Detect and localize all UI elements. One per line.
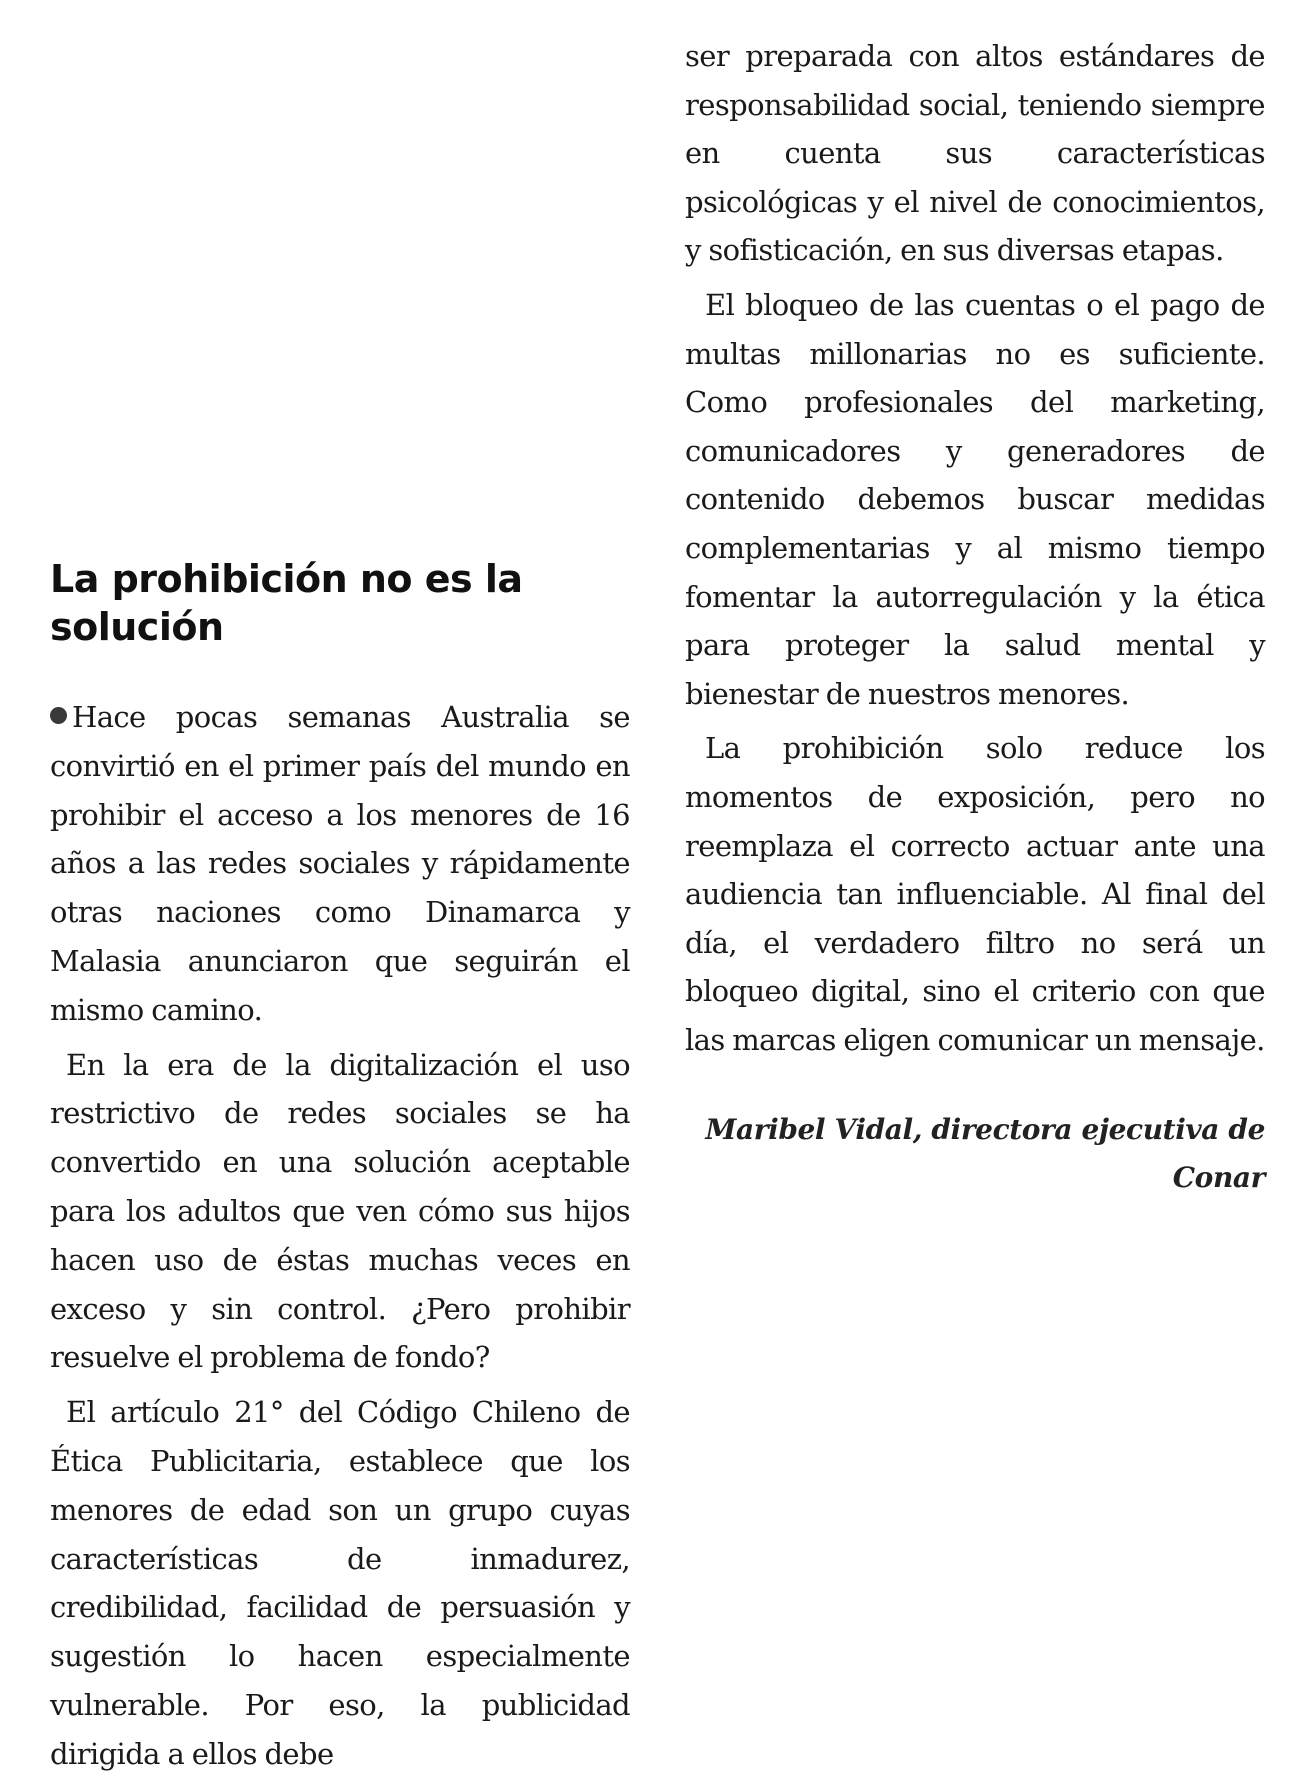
- paragraph-1-text: Hace pocas semanas Australia se convirtió en el primer país del mundo en prohibir el acceso a los menores de 16 años a las redes sociales y rápidamente otras naciones como Dinamarca y Malasia anunciaron que seguirán el mismo camino.: [50, 700, 630, 1027]
- author-signature: Maribel Vidal, directora ejecutiva de Conar: [705, 1113, 1265, 1195]
- paragraph-3-continued: ser preparada con altos estándares de responsabilidad social, teniendo siempre en cuenta sus características psicológicas y el nivel de conocimientos, y sofisticación, en sus diversas etapas.: [685, 39, 1265, 268]
- left-column: [50, 555, 630, 1779]
- paragraph-5: La prohibición solo reduce los momentos de exposición, pero no reemplaza el correcto actuar ante una audiencia tan influenciable. Al final del día, el verdadero filtro no será un bloqueo digital, sino el criterio con que las marcas eligen comunicar un mensaje.: [685, 731, 1265, 1057]
- paragraph-4: El bloqueo de las cuentas o el pago de multas millonarias no es suficiente. Como profesionales del marketing, comunicadores y generadores de contenido debemos buscar medidas complementarias y al mismo tiempo fomentar la autorregulación y la ética para proteger la salud mental y bienestar de nuestros menores.: [685, 287, 1265, 711]
- paragraph-1: [50, 693, 630, 1035]
- article-headline: La prohibición no es la solución: [50, 557, 523, 649]
- paragraph-3: El artículo 21° del Código Chileno de Ética Publicitaria, establece que los menores de edad son un grupo cuyas características de inmadurez, credibilidad, facilidad de persuasión y sugestión lo hacen especialmente vulnerable. Por eso, la publicidad dirigida a ellos debe: [50, 1395, 630, 1771]
- right-column: [685, 32, 1265, 1202]
- paragraph-2: En la era de la digitalización el uso restrictivo de redes sociales se ha convertido en una solución aceptable para los adultos que ven cómo sus hijos hacen uso de éstas muchas veces en exceso y sin control. ¿Pero prohibir resuelve el problema de fondo?: [50, 1047, 630, 1375]
- bullet-icon: [50, 707, 67, 724]
